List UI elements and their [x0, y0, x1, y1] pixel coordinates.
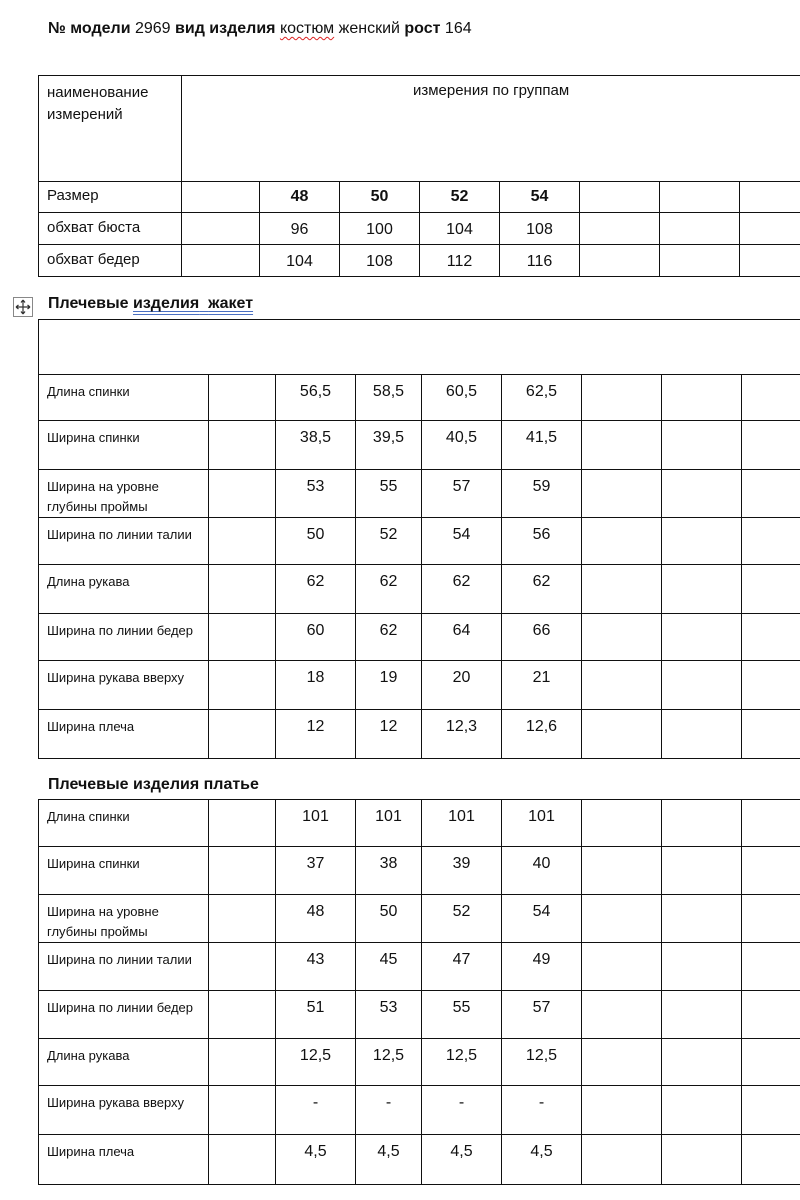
table-row: Ширина по линии бедер 60 62 64 66: [39, 614, 800, 661]
jacket-table: [38, 319, 800, 759]
table-row: Длина рукава 62 62 62 62: [39, 565, 800, 614]
measurement-name-header: наименование измерений: [39, 76, 182, 182]
table-row: Длина рукава 12,5 12,5 12,5 12,5: [39, 1039, 800, 1086]
table-row: Ширина на уровне глубины проймы 53 55 57 59: [39, 470, 800, 518]
table-row: Ширина спинки 37 38 39 40: [39, 847, 800, 895]
document-title: № модели 2969 вид изделия костюм женский рост 164: [48, 20, 472, 37]
table-row: Ширина спинки 38,5 39,5 40,5 41,5: [39, 421, 800, 470]
size-table: [38, 75, 800, 277]
table-row: Ширина плеча 12 12 12,3 12,6: [39, 710, 800, 759]
table-row: Размер 48 50 52 54: [39, 182, 800, 213]
table-row: Длина спинки 101 101 101 101: [39, 800, 800, 847]
table-row: Ширина на уровне глубины проймы 48 50 52 54: [39, 895, 800, 943]
table-row: Ширина рукава вверху 18 19 20 21: [39, 661, 800, 710]
table-row: Ширина рукава вверху - - - -: [39, 1086, 800, 1135]
table-row: обхват бедер 104 108 112 116: [39, 245, 800, 277]
groups-header: измерения по группам: [182, 76, 800, 182]
dress-table: [38, 799, 800, 1185]
section-title-dress: Плечевые изделия платье: [48, 776, 259, 793]
table-row: Ширина по линии бедер 51 53 55 57: [39, 991, 800, 1039]
table-move-handle-icon[interactable]: [13, 297, 33, 317]
table-row: Ширина по линии талии 43 45 47 49: [39, 943, 800, 991]
table-row: Длина спинки 56,5 58,5 60,5 62,5: [39, 375, 800, 421]
section-title-jacket: Плечевые изделия жакет: [48, 295, 254, 312]
blank-header-row: [39, 320, 800, 375]
table-row: Ширина по линии талии 50 52 54 56: [39, 518, 800, 565]
table-row: Ширина плеча 4,5 4,5 4,5 4,5: [39, 1135, 800, 1185]
table-row: обхват бюста 96 100 104 108: [39, 213, 800, 245]
